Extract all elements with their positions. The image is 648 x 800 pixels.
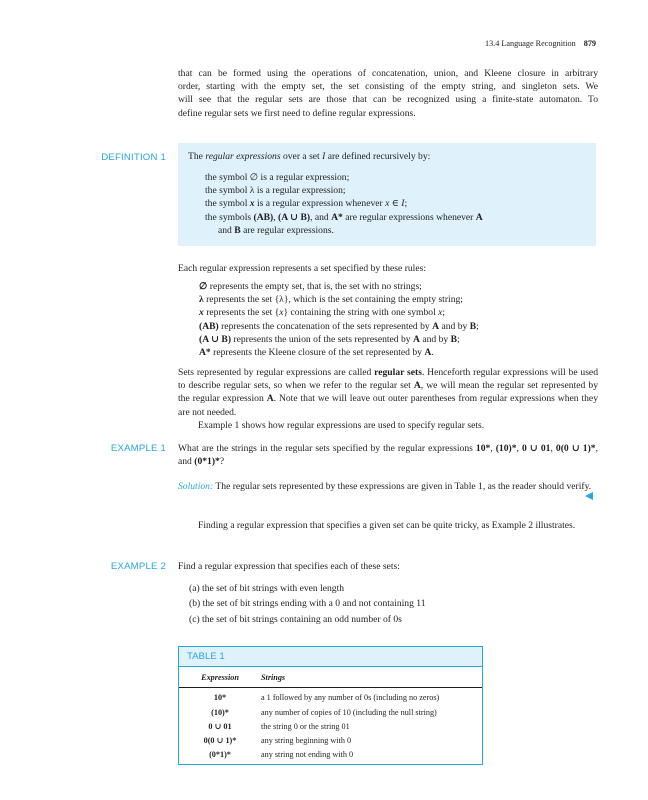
text: Sets represented by regular expressions are called bbox=[178, 367, 375, 378]
expr: (AB) bbox=[199, 320, 219, 332]
set-symbol: I bbox=[401, 198, 405, 210]
text: , bbox=[490, 443, 496, 454]
text: the symbol bbox=[205, 198, 250, 210]
text: are regular expressions whenever bbox=[342, 211, 476, 223]
text: , bbox=[273, 211, 279, 223]
rule-item bbox=[199, 280, 599, 293]
intro-paragraph bbox=[178, 67, 598, 120]
text: , and bbox=[178, 443, 599, 468]
text: ; bbox=[457, 333, 460, 345]
definition-label: DEFINITION 1 bbox=[101, 152, 166, 163]
definition-items bbox=[205, 171, 483, 237]
table-row bbox=[179, 734, 482, 748]
expr: (AB) bbox=[253, 211, 274, 223]
example-reference: Example 1 shows how regular expressions are used to specify regular sets. bbox=[198, 419, 485, 431]
rule-item bbox=[199, 293, 599, 306]
expr: 0(0 ∪ 1)* bbox=[555, 443, 596, 454]
rule-item bbox=[199, 333, 599, 346]
text: are regular expressions. bbox=[240, 224, 334, 236]
text: and bbox=[218, 224, 235, 236]
text: represents the Kleene closure of the set represented by bbox=[210, 347, 425, 359]
text: The regular sets represented by these expressions are given in Table 1, as the reader should verify. bbox=[213, 481, 592, 492]
text: What are the strings in the regular sets specified by the regular expressions bbox=[178, 443, 476, 454]
rules-intro: Each regular expression represents a set specified by these rules: bbox=[178, 263, 427, 274]
expr: (A ∪ B) bbox=[278, 211, 311, 223]
expr: (0*1)* bbox=[194, 456, 220, 468]
symbol-x: x bbox=[279, 307, 284, 319]
definition-item-continued bbox=[205, 224, 483, 237]
intro-line: order, starting with the empty set, the set consisting of the empty string, and singleton sets. We bbox=[178, 81, 598, 93]
rule-item bbox=[199, 306, 599, 319]
definition-item bbox=[205, 211, 483, 224]
example2-items bbox=[189, 581, 426, 627]
expr: A bbox=[413, 333, 420, 345]
text: ? bbox=[219, 456, 225, 468]
intro-line: define regular sets we first need to define regular expressions. bbox=[178, 107, 416, 119]
example1-question bbox=[178, 442, 598, 468]
expr: (A ∪ B) bbox=[199, 333, 232, 345]
text: ; bbox=[476, 320, 479, 332]
expr: A bbox=[432, 320, 440, 332]
strings-cell: any string beginning with 0 bbox=[261, 735, 352, 745]
expr: 10* bbox=[475, 443, 491, 454]
text: , and bbox=[310, 211, 332, 223]
defined-term: regular sets bbox=[374, 367, 422, 378]
text: ∈ bbox=[389, 198, 402, 210]
text: ; bbox=[404, 198, 408, 210]
text: over a set bbox=[280, 151, 323, 162]
definition-item: the symbol ∅ is a regular expression; bbox=[205, 172, 350, 183]
solution-label: Solution: bbox=[178, 481, 214, 492]
defined-term: regular expressions bbox=[205, 151, 281, 162]
text: represents the set {λ}, which is the set containing the empty string; bbox=[203, 294, 463, 306]
column-header: Strings bbox=[261, 667, 482, 688]
expression-cell: (10)* bbox=[211, 707, 229, 717]
expr: B bbox=[234, 224, 241, 236]
text: represents the union of the sets represented by bbox=[231, 333, 413, 345]
symbol-x: x bbox=[438, 307, 443, 319]
expr: B bbox=[469, 320, 477, 332]
table-row bbox=[179, 720, 482, 734]
text: The bbox=[188, 151, 206, 162]
intro-line: that can be formed using the operations of concatenation, union, and Kleene closure in arbitrary bbox=[178, 68, 598, 79]
definition-item bbox=[205, 197, 483, 210]
text: the symbols bbox=[205, 211, 254, 223]
expression-table bbox=[179, 667, 482, 762]
expression-cell: (0*1)* bbox=[209, 750, 231, 760]
strings-cell: a 1 followed by any number of 0s (including no zeros) bbox=[261, 693, 440, 703]
set-symbol: I bbox=[322, 151, 326, 162]
rule-item bbox=[199, 346, 599, 359]
expr: λ bbox=[199, 294, 204, 306]
column-header: Expression bbox=[179, 667, 261, 688]
example1-label: EXAMPLE 1 bbox=[110, 443, 166, 454]
text: represents the concatenation of the sets represented by bbox=[218, 320, 433, 332]
symbol-x: x bbox=[249, 198, 255, 210]
table-row bbox=[179, 688, 482, 706]
rules-list bbox=[199, 280, 599, 359]
definition-item: the symbol λ is a regular expression; bbox=[205, 185, 346, 197]
expr: A bbox=[413, 380, 421, 392]
list-item: (a) the set of bit strings with even length bbox=[189, 583, 345, 594]
text: } containing the string with one symbol bbox=[283, 307, 439, 319]
text: ; bbox=[442, 307, 446, 319]
expr: A* bbox=[199, 347, 211, 359]
example2-label: EXAMPLE 2 bbox=[110, 561, 166, 572]
rule-item bbox=[199, 320, 599, 333]
text: . Henceforth regular expressions will be used to describe regular sets, so when we refer to the regular set bbox=[178, 367, 598, 392]
expr: A bbox=[266, 393, 274, 405]
text: is a regular expression whenever bbox=[254, 198, 386, 210]
running-header bbox=[485, 38, 596, 49]
expr: A* bbox=[331, 211, 343, 223]
list-item: (c) the set of bit strings containing an odd number of 0s bbox=[189, 613, 402, 625]
transition-paragraph: Finding a regular expression that specifies a given set can be quite tricky, as Example 2 illustrates. bbox=[198, 520, 576, 531]
expr: ∅ bbox=[199, 281, 208, 292]
strings-cell: any string not ending with 0 bbox=[261, 750, 354, 760]
list-item: (b) the set of bit strings ending with a 0 and not containing 11 bbox=[189, 598, 426, 610]
definition-intro bbox=[188, 150, 430, 163]
table-1 bbox=[178, 646, 483, 765]
regular-sets-paragraph bbox=[178, 366, 598, 432]
expression-cell: 0(0 ∪ 1)* bbox=[203, 735, 237, 745]
table-title: TABLE 1 bbox=[179, 647, 482, 667]
page-number: 879 bbox=[583, 39, 596, 48]
expr: A bbox=[424, 347, 432, 359]
table-row bbox=[179, 748, 482, 762]
table-row bbox=[179, 706, 482, 720]
text: . Note that we will leave out outer parentheses from regular expressions when they are not needed. bbox=[178, 393, 598, 418]
text: represents the set { bbox=[203, 307, 280, 319]
example2-prompt: Find a regular expression that specifies each of these sets: bbox=[178, 561, 400, 572]
text: . bbox=[431, 347, 434, 359]
text: , bbox=[516, 443, 522, 454]
expr: A bbox=[475, 211, 483, 223]
expr: (10)* bbox=[495, 443, 517, 454]
strings-cell: the string 0 or the string 01 bbox=[261, 721, 350, 731]
text: and by bbox=[439, 320, 470, 332]
text: and by bbox=[419, 333, 451, 345]
definition-box bbox=[178, 143, 596, 246]
expression-cell: 10* bbox=[213, 693, 227, 703]
expression-cell: 0 ∪ 01 bbox=[208, 721, 232, 731]
intro-line: will see that the regular sets are those that can be recognized using a finite-state automaton. To bbox=[178, 94, 598, 106]
expr: 0 ∪ 01 bbox=[521, 443, 551, 454]
strings-cell: any number of copies of 10 (including the null string) bbox=[261, 707, 437, 717]
text: represents the empty set, that is, the set with no strings; bbox=[207, 281, 422, 292]
example1-solution bbox=[178, 480, 598, 493]
table-header-row bbox=[179, 667, 482, 688]
expr: x bbox=[199, 307, 204, 319]
end-of-solution-icon bbox=[585, 492, 593, 500]
text: are defined recursively by: bbox=[325, 151, 431, 162]
section-title: 13.4 Language Recognition bbox=[484, 39, 576, 48]
text: , bbox=[550, 443, 556, 454]
expr: B bbox=[450, 333, 457, 345]
text: , we will mean the regular set represented by the regular expression bbox=[178, 380, 598, 405]
symbol-x: x bbox=[385, 198, 390, 210]
